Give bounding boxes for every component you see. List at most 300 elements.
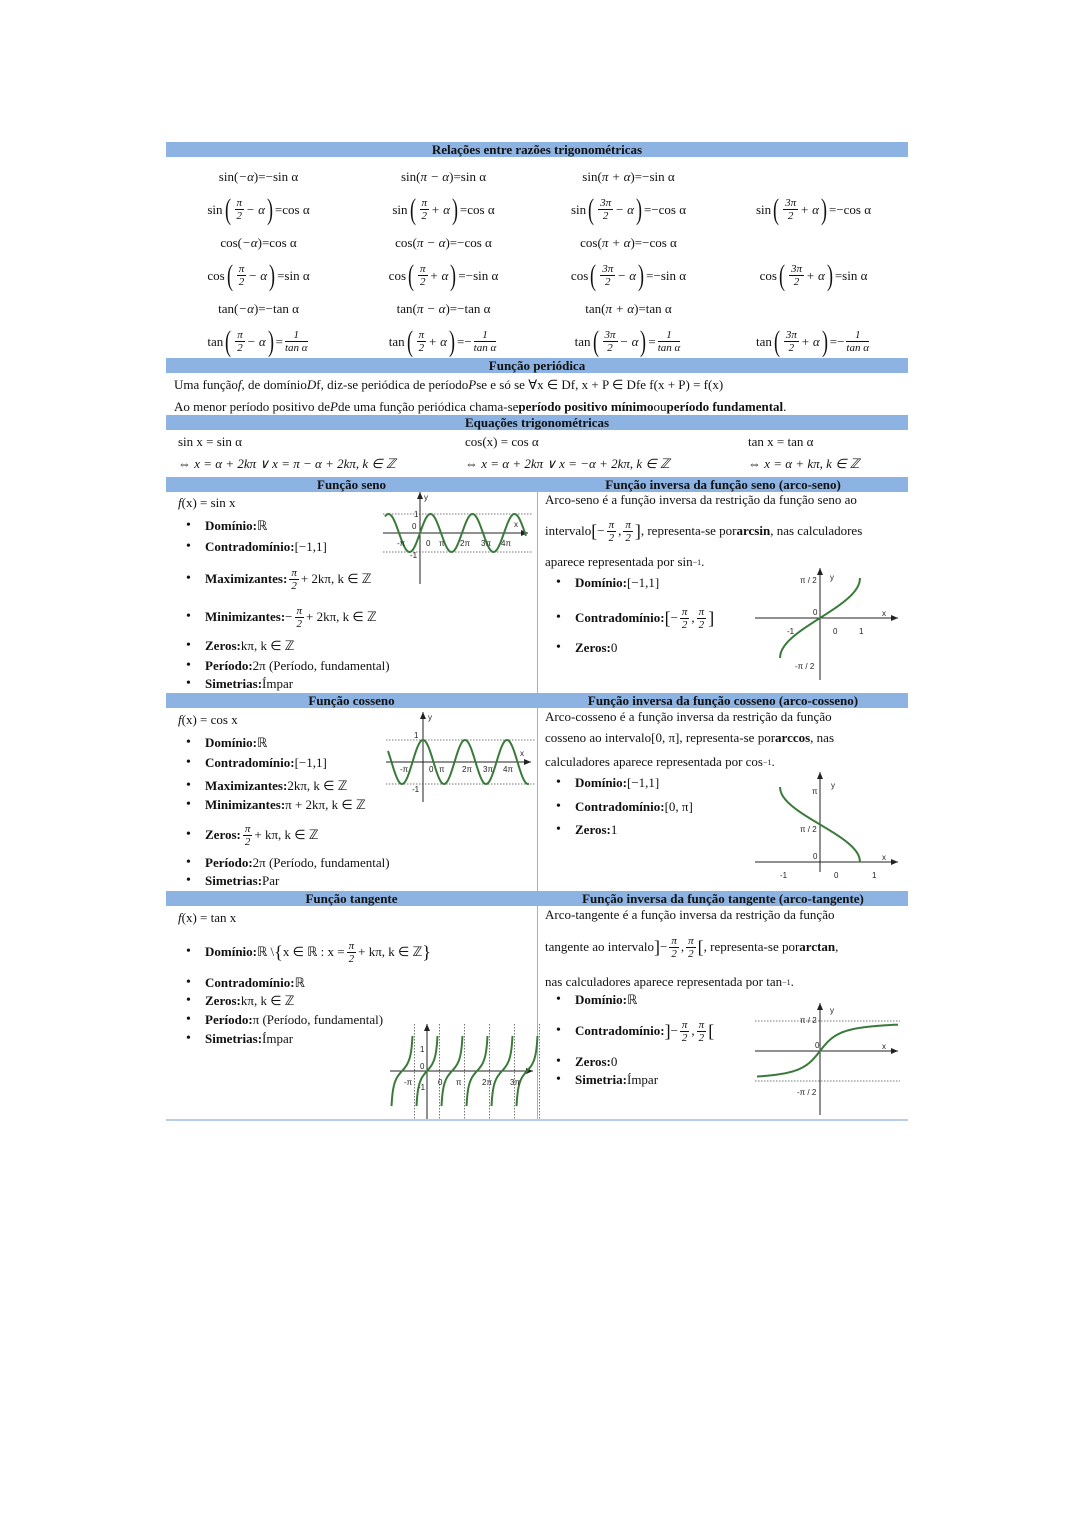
identity-formula [166, 226, 351, 259]
block-line [205, 794, 366, 816]
denominator: tan α [473, 342, 497, 354]
paren: ( [597, 234, 602, 250]
text: ℝ [294, 975, 305, 990]
block-line [205, 635, 294, 657]
paren: ) [253, 168, 259, 184]
denominator: 2 [688, 947, 694, 960]
block-line [575, 819, 617, 841]
bold-label: • Minimizantes: [205, 609, 286, 624]
paren: ) [634, 300, 639, 316]
tick-label: 0 [420, 1062, 425, 1071]
tick-label: π [439, 765, 445, 774]
text: (x) = tan x [181, 910, 237, 925]
text: , representa-se por [703, 939, 800, 954]
text: ou [653, 399, 667, 414]
argument: + α [428, 333, 447, 349]
paren: ) [635, 192, 642, 226]
text: 0 [610, 640, 618, 655]
fraction [417, 329, 427, 354]
bold-label: • Zeros: [205, 827, 241, 842]
block-line [205, 941, 431, 963]
paren: ) [826, 258, 833, 292]
paren: ( [233, 300, 239, 316]
fraction [420, 197, 430, 222]
bracket: [ [591, 521, 598, 541]
equals: = [634, 168, 643, 184]
arcsin-graph [755, 568, 900, 680]
arccos-graph [755, 772, 900, 880]
bold-label: • Domínio: [575, 992, 627, 1007]
block-line [575, 796, 693, 818]
paren: ) [630, 234, 635, 250]
tick-label: x [514, 520, 518, 529]
paren: ) [253, 300, 259, 316]
paren: ( [773, 192, 780, 226]
tick-label: π [439, 539, 445, 548]
fraction [295, 605, 305, 630]
numerator: π [238, 263, 245, 275]
denominator: 2 [602, 210, 609, 222]
identity-formula [536, 160, 721, 193]
text: + 2kπ, k ∈ ℤ [306, 609, 377, 624]
block-line [575, 1020, 714, 1042]
tick-label: 0 [815, 1041, 820, 1050]
tick-label: 1 [414, 731, 419, 740]
function-name: sin [207, 201, 223, 217]
result: −tan α [265, 300, 299, 316]
bracket: ] [708, 608, 715, 628]
tick-label: y [830, 573, 834, 582]
bracket: ] [634, 521, 641, 541]
equals: = [834, 267, 843, 283]
text: [−1,1] [627, 575, 660, 590]
text: [0, π] [664, 799, 693, 814]
bracket: } [422, 942, 431, 962]
fraction [789, 263, 804, 288]
y-axis-arrow [817, 568, 823, 575]
result: −cos α [457, 234, 492, 250]
tick-label: -1 [410, 551, 418, 560]
numerator: π [420, 263, 426, 275]
block-line [205, 536, 327, 558]
fraction [347, 940, 357, 965]
denominator: 2 [607, 342, 613, 354]
text: Arco-seno é a função inversa da restrição da função seno ao [545, 492, 857, 507]
tick-label: π / 2 [800, 825, 817, 834]
tick-label: 0 [813, 608, 818, 617]
denominator: 2 [625, 531, 631, 544]
bold-label: • Simetria: [575, 1072, 627, 1087]
tick-label: y [424, 493, 428, 502]
section-header-periodic: Função periódica [166, 358, 908, 373]
numerator: 1 [658, 329, 681, 342]
text: + kπ, k ∈ ℤ [358, 944, 423, 959]
paren: ) [448, 324, 455, 358]
argument: + α [429, 267, 449, 283]
text: 0 [610, 1054, 618, 1069]
tick-label: π [456, 1078, 462, 1087]
denominator: 2 [420, 276, 426, 288]
numerator: 3π [785, 329, 797, 341]
tick-label: 0 [834, 871, 839, 880]
denominator: 2 [787, 210, 794, 222]
denominator: 2 [681, 618, 688, 631]
text: − [285, 609, 293, 624]
tick-label: -1 [780, 871, 788, 880]
denominator: 2 [418, 342, 425, 354]
tick-label: 1 [859, 627, 864, 636]
tick-label: π / 2 [800, 1016, 817, 1025]
tick-label: -π [400, 765, 409, 774]
bracket: [ [697, 937, 704, 957]
equals: = [638, 300, 646, 316]
text: Par [262, 873, 280, 888]
denominator: tan α [285, 342, 308, 354]
paren: ( [408, 258, 415, 292]
paren: ( [224, 192, 231, 226]
text: ℝ [257, 518, 268, 533]
numerator: π [671, 934, 677, 947]
identity-formula [351, 292, 536, 325]
tick-label: 2π [482, 1078, 492, 1087]
text: [0, π] [651, 730, 680, 745]
block-line [575, 637, 617, 659]
text: + 2kπ, k ∈ ℤ [300, 571, 372, 586]
argument: + α [805, 267, 825, 283]
argument: − α [615, 201, 634, 217]
bold-label: • Simetrias: [205, 1031, 263, 1046]
function-name: sin [392, 201, 408, 217]
denominator: 2 [698, 1031, 705, 1044]
column-divider [537, 477, 538, 1120]
text: [−1,1] [294, 539, 327, 554]
denominator: 2 [788, 342, 795, 354]
text: Ímpar [262, 676, 294, 691]
section-header-equations: Equações trigonométricas [166, 415, 908, 430]
tick-label: 1 [872, 871, 877, 880]
block-header: Função tangente [166, 891, 537, 906]
equals: = [456, 333, 465, 349]
italic-text: f [178, 712, 182, 727]
bold-label: • Domínio: [575, 575, 627, 590]
denominator: 2 [608, 531, 615, 544]
tick-label: 3π [483, 765, 493, 774]
text: f [570, 377, 576, 392]
function-name: sin [570, 201, 587, 217]
result: −sin α [265, 168, 299, 184]
tick-label: y [830, 1006, 834, 1015]
function-name: tan [207, 333, 224, 349]
numerator: 1 [285, 329, 308, 342]
text: 2kπ, k ∈ ℤ [287, 778, 348, 793]
block-header: Função inversa da função cosseno (arco-cosseno) [538, 693, 908, 708]
paren: ( [416, 168, 421, 184]
bold-label: • Maximizantes: [205, 571, 288, 586]
bold-label: • Zeros: [575, 1054, 611, 1069]
tick-label: 2π [460, 539, 470, 548]
fraction [669, 935, 679, 960]
block-line [545, 551, 704, 573]
block-header: Função inversa da função tangente (arco-tangente) [538, 891, 908, 906]
equals: = [828, 201, 837, 217]
function-name: tan [585, 300, 602, 316]
tick-label: y [831, 781, 835, 790]
argument: + α [800, 201, 819, 217]
bold-label: período positivo mínimo [518, 399, 654, 414]
equation-text: cos(x) = cos α [465, 434, 539, 449]
result: −cos α [836, 201, 872, 217]
fraction [474, 329, 497, 354]
block-line [545, 936, 838, 958]
argument: π + α [601, 234, 631, 250]
fraction [598, 197, 613, 222]
text: , [680, 939, 685, 954]
function-name: sin [582, 168, 598, 184]
block-line [205, 732, 267, 754]
block-header: Função seno [166, 477, 537, 492]
y-axis-arrow [817, 1003, 823, 1010]
result: cos α [282, 201, 310, 217]
denominator: 2 [244, 835, 251, 848]
equation [465, 431, 539, 453]
tick-label: -π / 2 [797, 1088, 817, 1097]
italic-text: f [178, 910, 182, 925]
tick-label: -1 [412, 785, 420, 794]
text: kπ, k ∈ ℤ [240, 993, 295, 1008]
tick-label: 0 [429, 765, 434, 774]
block-line [205, 752, 327, 774]
bold-label: • Período: [205, 1012, 253, 1027]
block-line [178, 492, 236, 514]
sign: − [837, 333, 845, 349]
solution-text: ⇔ x = α + 2kπ ∨ x = π − α + 2kπ, k ∈ ℤ [178, 456, 396, 471]
identity-formula [166, 160, 351, 193]
denominator: 2 [681, 1031, 688, 1044]
tick-label: 3π [481, 539, 491, 548]
result: −cos α [651, 201, 687, 217]
numerator: π [681, 605, 688, 618]
fraction [680, 1019, 690, 1044]
bold-label: • Zeros: [575, 822, 611, 837]
x-axis-arrow [891, 615, 898, 621]
paren: ) [450, 258, 457, 292]
fraction [784, 329, 799, 354]
numerator: 3π [600, 197, 612, 209]
paren: ( [409, 192, 416, 226]
text: π + 2kπ, k ∈ ℤ [285, 797, 366, 812]
identity-formula [351, 193, 536, 226]
text: Uma função [174, 377, 238, 392]
result: sin α [842, 267, 868, 283]
equals: = [274, 201, 283, 217]
y-axis-arrow [424, 1024, 430, 1031]
x-axis-arrow [891, 1048, 898, 1054]
function-name: cos [388, 267, 407, 283]
result: −sin α [642, 168, 675, 184]
text: nas calculadores aparece representada por tan [545, 974, 783, 989]
denominator: tan α [657, 342, 681, 354]
denominator: 2 [421, 210, 428, 222]
identity-formula [166, 259, 351, 292]
fraction [846, 329, 869, 354]
text: tangente ao intervalo [545, 939, 655, 954]
argument: π − α [416, 234, 446, 250]
tick-label: 1 [420, 1045, 425, 1054]
bold-label: • Zeros: [575, 640, 611, 655]
function-name: tan [396, 300, 413, 316]
result: −cos α [642, 234, 677, 250]
paren: ( [412, 234, 417, 250]
paren: ( [590, 258, 597, 292]
text: intervalo [545, 523, 592, 538]
argument: − α [619, 333, 639, 349]
function-name: cos [207, 267, 225, 283]
superscript: −1 [782, 977, 791, 987]
block-line [575, 607, 714, 629]
text: f [316, 377, 321, 392]
identity-formula [166, 292, 351, 325]
block-header: Função cosseno [166, 693, 537, 708]
bracket: [ [708, 1021, 715, 1041]
denominator: 2 [236, 210, 243, 222]
cosine-graph [386, 712, 536, 802]
argument: π − α [420, 168, 450, 184]
paren: ) [445, 300, 450, 316]
fraction [783, 197, 798, 222]
text: aparece representada por sin [545, 554, 693, 569]
italic-text: P [329, 399, 338, 414]
paren: ( [237, 234, 242, 250]
italic-text: f [237, 377, 242, 392]
function-name: tan [218, 300, 234, 316]
tick-label: 4π [501, 539, 511, 548]
equals: = [458, 267, 466, 283]
fraction [243, 823, 253, 848]
text: 1 [610, 822, 618, 837]
fraction [285, 329, 308, 354]
identity-formula [351, 259, 536, 292]
text: − [670, 1023, 678, 1038]
numerator: 3π [602, 263, 614, 275]
numerator: π [688, 934, 694, 947]
bold-label: período fundamental [666, 399, 784, 414]
block-line [545, 706, 832, 728]
paren: ) [267, 324, 274, 358]
text: , nas [810, 730, 835, 745]
superscript: −1 [762, 757, 772, 767]
numerator: π [244, 822, 251, 835]
tick-label: π / 2 [800, 576, 817, 585]
numerator: π [625, 518, 631, 531]
text: Ao menor período positivo de [174, 399, 330, 414]
denominator: 2 [238, 276, 245, 288]
tick-label: 0 [813, 852, 818, 861]
solution [748, 453, 859, 475]
identity-formula [721, 325, 906, 358]
text: . [783, 399, 787, 414]
tick-label: 4π [503, 765, 513, 774]
text: . [790, 974, 794, 989]
solution-text: ⇔ x = α + kπ, k ∈ ℤ [748, 456, 860, 471]
fraction [235, 329, 245, 354]
text: − [597, 523, 605, 538]
text: − [660, 939, 668, 954]
numerator: π [348, 939, 355, 952]
paren: ( [778, 258, 785, 292]
identity-formula [721, 193, 906, 226]
denominator: 2 [237, 342, 243, 354]
identity-formula [536, 325, 721, 358]
numerator: π [418, 329, 425, 341]
tick-label: y [428, 713, 432, 722]
text: ℝ [257, 735, 268, 750]
text: π (Período, fundamental) [252, 1012, 384, 1027]
equals: = [648, 333, 656, 349]
text: f [635, 377, 641, 392]
paren: ) [638, 258, 645, 292]
block-line [205, 1028, 293, 1050]
result: cos α [269, 234, 297, 250]
text: calculadores aparece representada por cos [545, 754, 763, 769]
argument: π − α [416, 300, 446, 316]
argument: π + α [601, 168, 631, 184]
argument: + α [800, 333, 820, 349]
bold-label: arcsin [736, 523, 771, 538]
text: , diz-se periódica de período [320, 377, 469, 392]
result: −sin α [653, 267, 687, 283]
argument: −α [238, 168, 254, 184]
numerator: π [237, 329, 243, 341]
fraction [658, 329, 681, 354]
text: Arco-cosseno é a função inversa da restrição da função [545, 709, 832, 724]
bracket: ] [664, 1021, 671, 1041]
identity-formula [536, 259, 721, 292]
bold-label: • Simetrias: [205, 676, 263, 691]
identity-formula [166, 193, 351, 226]
fraction [607, 519, 617, 544]
equation-text: sin x = sin α [178, 434, 242, 449]
numerator: π [698, 1018, 705, 1031]
solution [465, 453, 670, 475]
block-line [545, 751, 775, 773]
tick-label: 1 [414, 510, 419, 519]
tick-label: x [882, 609, 886, 618]
numerator: 1 [474, 329, 497, 342]
equals: = [459, 201, 468, 217]
sign: − [464, 333, 472, 349]
bottom-rule [166, 1119, 908, 1121]
text: , [835, 939, 839, 954]
tick-label: x [520, 749, 524, 758]
bold-label: • Minimizantes: [205, 797, 286, 812]
numerator: π [681, 1018, 688, 1031]
numerator: π [236, 197, 243, 209]
identity-formula [351, 226, 536, 259]
paren: ) [445, 234, 450, 250]
argument: − α [246, 333, 266, 349]
tangent-graph [390, 1024, 535, 1119]
text: (x) = cos x [181, 712, 238, 727]
denominator: 2 [296, 617, 302, 630]
block-line [575, 989, 637, 1011]
superscript: −1 [692, 557, 702, 567]
bold-label: • Maximizantes: [205, 778, 288, 793]
paren: ( [412, 300, 417, 316]
identity-formula [721, 259, 906, 292]
bold-label: • Contradomínio: [575, 1023, 665, 1038]
text: , nas calculadores [770, 523, 863, 538]
denominator: 2 [291, 579, 297, 592]
